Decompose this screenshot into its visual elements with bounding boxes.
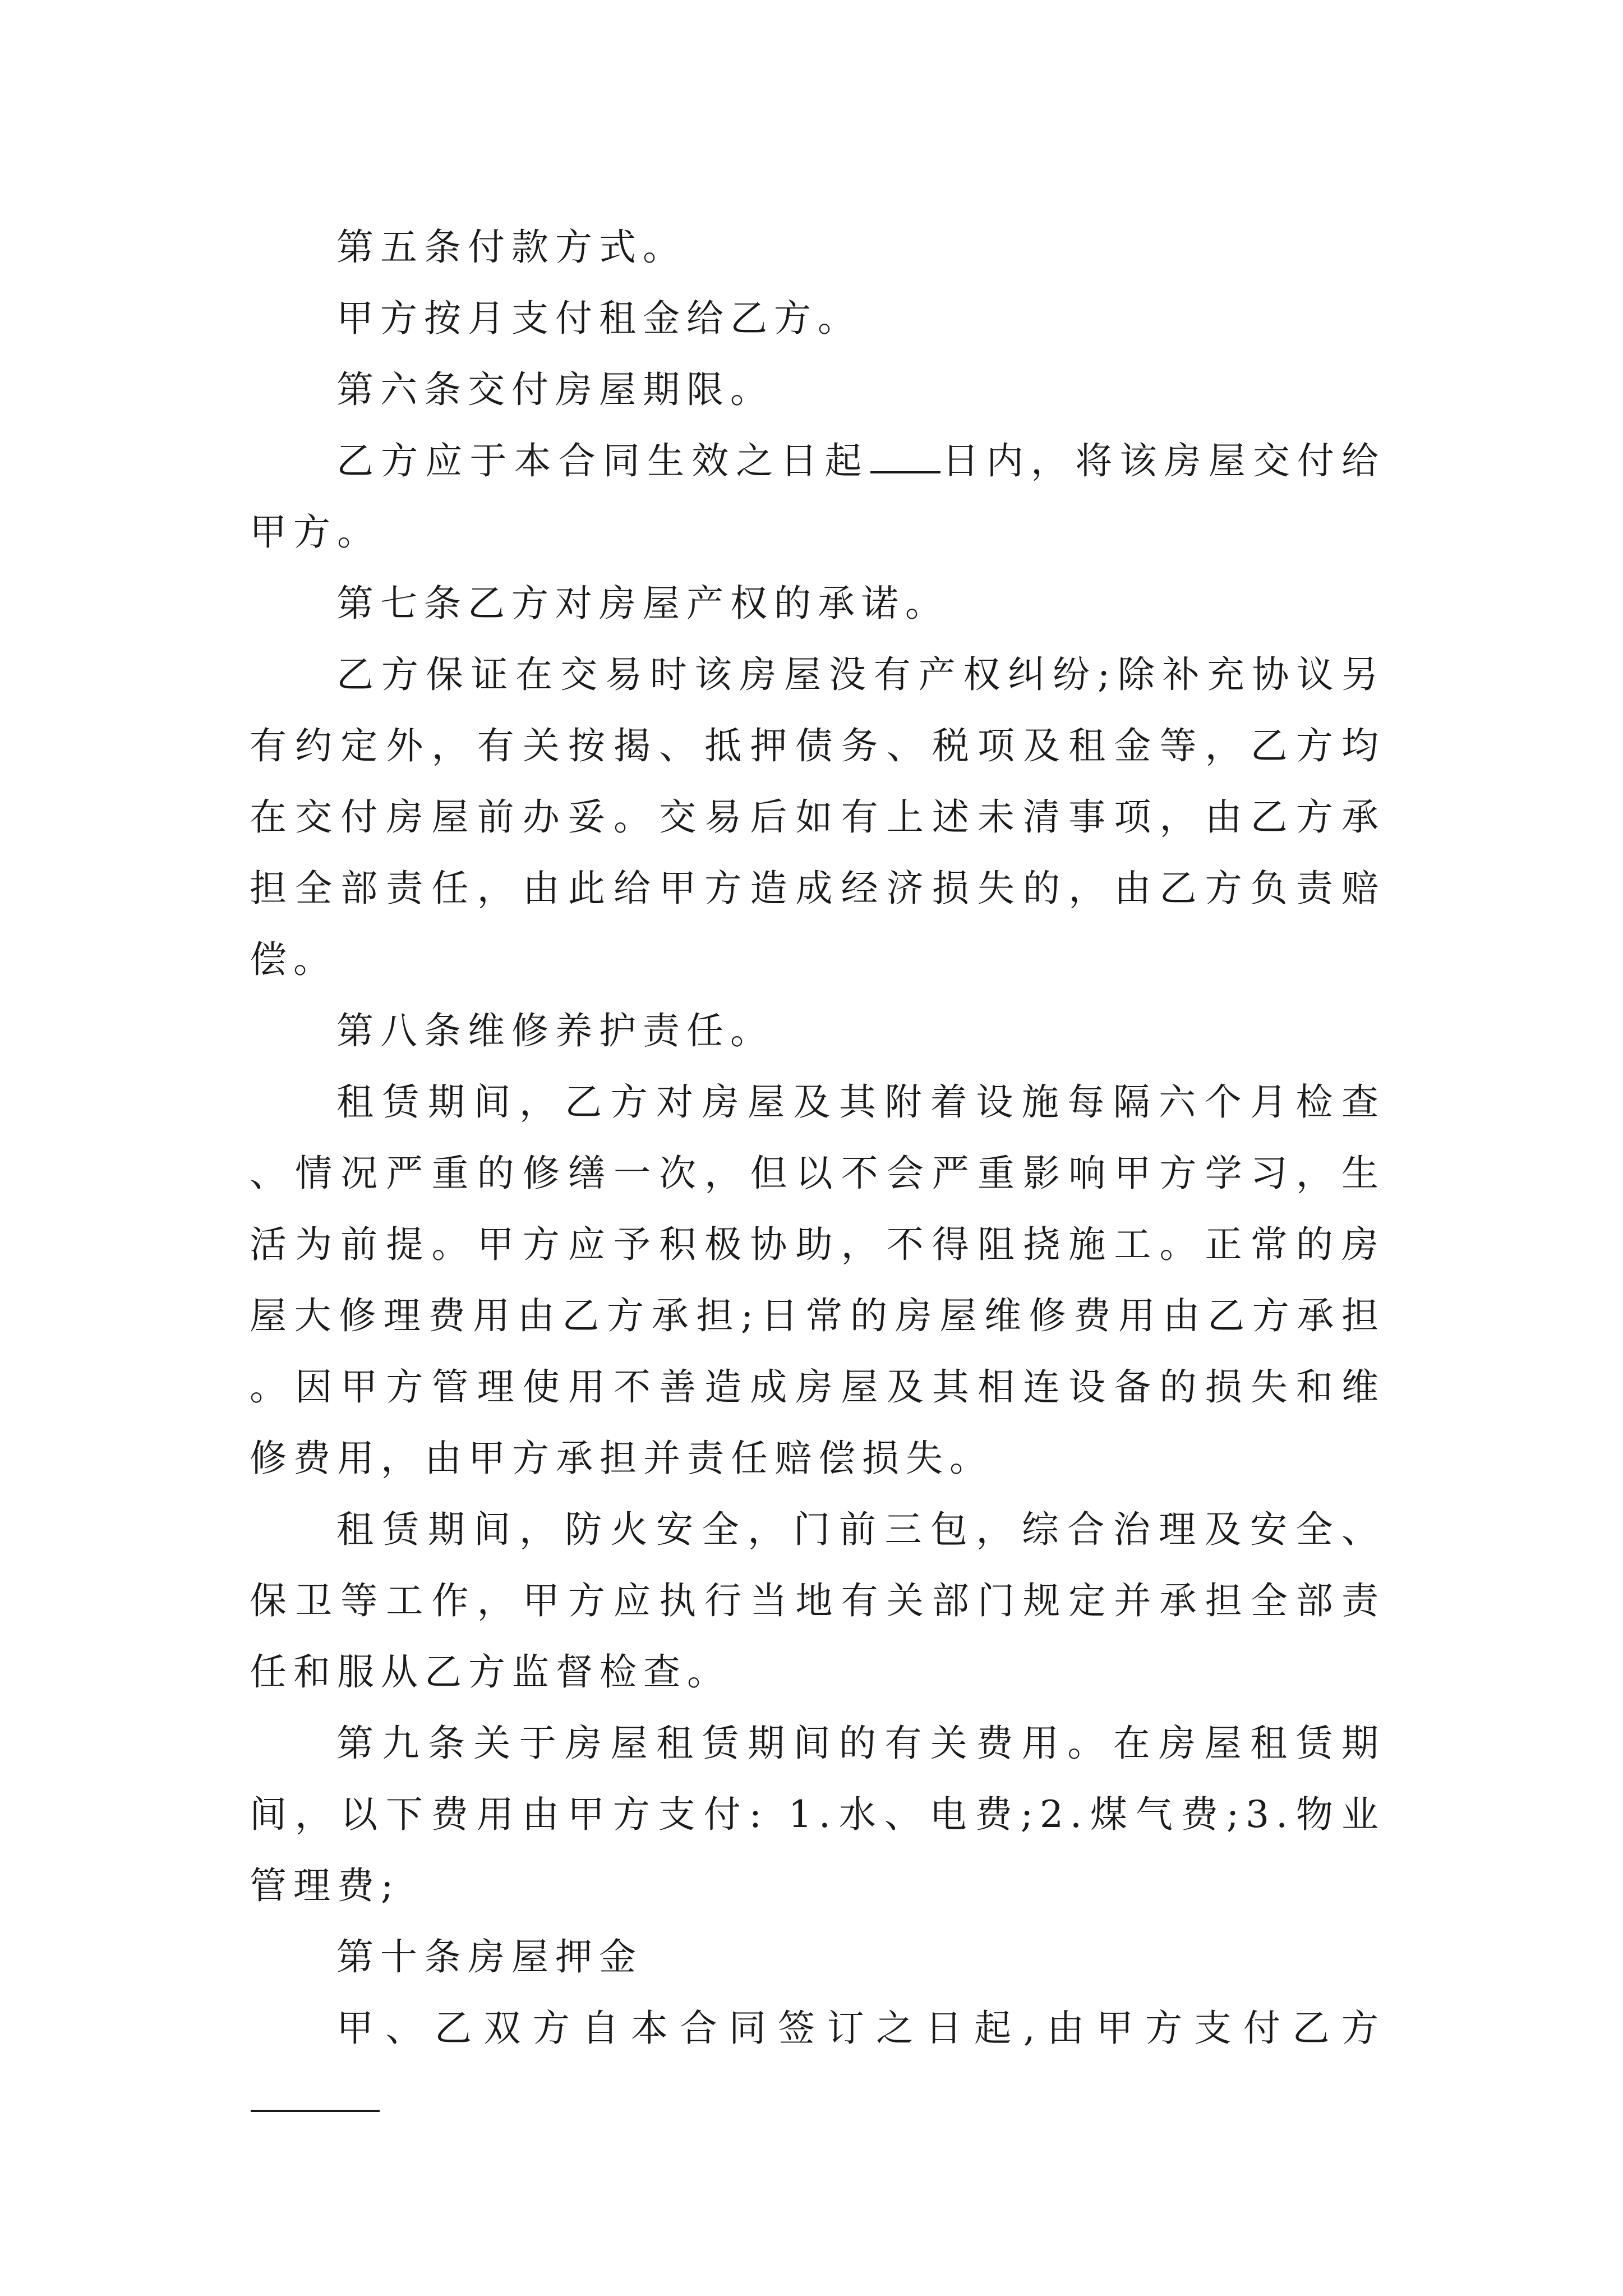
article-5-body: 甲方按月支付租金给乙方。: [336, 297, 861, 340]
article-8-body-2: 租赁期间，防火安全，门前三包，综合治理及安全、保卫等工作，甲方应执行当地有关部门规定并承担全部责任和服从乙方监督检查。: [250, 1508, 1385, 1694]
article-10-title: 第十条房屋押金: [336, 1935, 643, 1978]
article-5-title: 第五条付款方式。: [336, 226, 686, 269]
article-8-body-1: 租赁期间，乙方对房屋及其附着设施每隔六个月检查、情况严重的修缮一次，但以不会严重影响甲方学习，生活为前提。甲方应予积极协助，不得阻挠施工。正常的房屋大修理费用由乙方承担;日常的房屋维修费用由乙方承担。因甲方管理使用不善造成房屋及其相连设备的损失和维修费用，由甲方承担并责任赔偿损失。: [250, 1080, 1385, 1480]
article-9: 第九条关于房屋租赁期间的有关费用。在房屋租赁期间，以下费用由甲方支付: 1.水、电费;2.煤气费;3.物业管理费;: [250, 1722, 1385, 1907]
article-6-body-end: 日内，将该房屋交付给甲方。: [250, 439, 1386, 554]
deposit-blank: [251, 2070, 380, 2112]
days-blank: [870, 432, 940, 473]
contract-text: [250, 211, 1385, 2135]
article-8-title: 第八条维修养护责任。: [336, 1009, 774, 1052]
article-6-body-start: 乙方应于本合同生效之日起: [336, 439, 869, 482]
article-7-body: 乙方保证在交易时该房屋没有产权纠纷;除补充协议另有约定外，有关按揭、抵押债务、税项及租金等，乙方均在交付房屋前办妥。交易后如有上述未清事项，由乙方承担全部责任，由此给甲方造成经济损失的，由乙方负责赔偿。: [250, 653, 1385, 981]
article-7-title: 第七条乙方对房屋产权的承诺。: [336, 582, 949, 625]
article-10-body: [250, 1993, 1385, 2135]
article-6-body: [250, 425, 1385, 568]
article-6-title: 第六条交付房屋期限。: [336, 368, 774, 411]
article-10-body-start: 甲、乙双方自本合同签订之日起,由甲方支付乙方: [336, 2007, 1385, 2050]
